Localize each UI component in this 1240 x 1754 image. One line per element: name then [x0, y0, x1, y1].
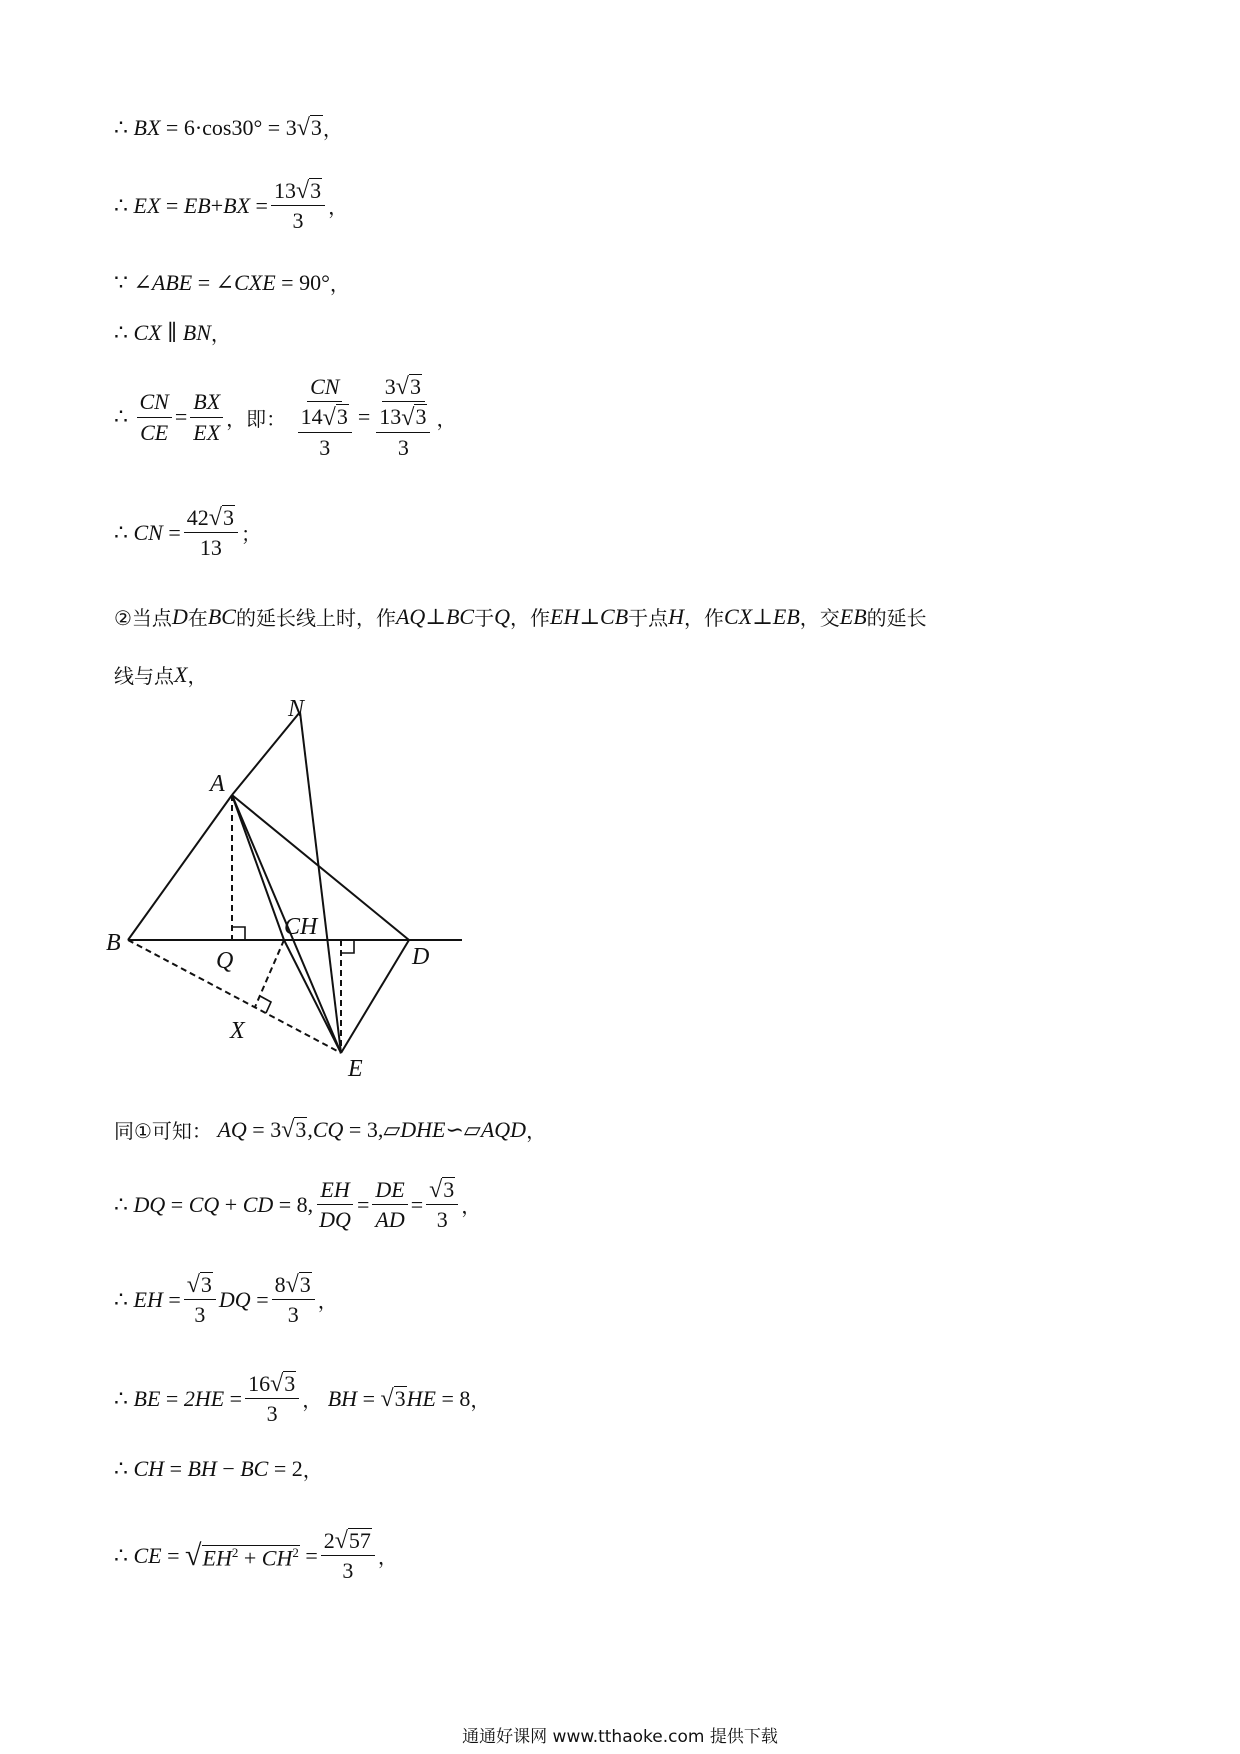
segment-BA	[128, 795, 232, 940]
label-CH: CH	[284, 914, 318, 940]
label-B: B	[106, 930, 121, 956]
equation-line-3: ∵ ∠ABE = ∠CXE = 90° ，	[114, 269, 350, 296]
text-line-case2-cont: 线与点 X ，	[114, 661, 208, 688]
equation-line-14: ∴ CE = √ $EH^2 + CH^2$ = 2 √ 57 3 ，	[114, 1528, 398, 1584]
label-Q: Q	[216, 948, 234, 974]
segment-CX	[255, 940, 284, 1007]
segment-DE	[341, 940, 409, 1053]
fraction: $\frac{BX}{EX}$	[190, 389, 223, 445]
equation-line-10: ∴ DQ = CQ + CD = 8, $\frac{EH}{DQ}$ = $\frac{DE}{AD}$ = √ 3 3 ，	[114, 1177, 482, 1233]
fraction: 13 √ 3 3	[271, 178, 325, 234]
equation-line-11: ∴ EH = √ 3 3 DQ = 8 √ 3 3 ，	[114, 1272, 338, 1328]
equation-line-1: ∴ BX = 6·cos30° = 3 √ 3 ，	[114, 114, 343, 142]
fraction: $\frac{CN}{CE}$	[137, 389, 172, 445]
compound-fraction: CN 14 √ 3 3	[295, 374, 355, 460]
right-angle-H	[341, 940, 354, 953]
equation-line-4: ∴ CX ∥ BN ，	[114, 319, 231, 346]
equation-line-9: 同①可知： AQ = 3 √ 3 , CQ = 3, ▱ DHE ∽ ▱ AQD ，	[114, 1116, 547, 1144]
segment-NE	[300, 712, 341, 1053]
page-footer: 通通好课网 www.tthaoke.com 提供下载	[462, 1727, 778, 1747]
fraction: √ 3 3	[426, 1177, 458, 1233]
label-N: N	[288, 700, 305, 722]
compound-fraction: 3 √ 3 13 √ 3 3	[373, 374, 433, 460]
fraction: 16 √ 3 3	[245, 1371, 299, 1427]
fraction: 2 √ 57 3	[321, 1528, 375, 1584]
fraction: $\frac{EH}{DQ}$	[319, 1177, 351, 1233]
equation-line-5: ∴ $\frac{CN}{CE}$ = $\frac{BX}{EX}$ ，即： CN 14 √ 3 3 = 3 √ 3 13 √ 3 3 ，	[114, 374, 457, 460]
label-E: E	[348, 1056, 363, 1080]
right-angle-Q	[232, 927, 245, 940]
text-line-case2: ②当点 D 在 BC 的延长线上时，作 AQ ⊥ BC 于 Q ，作 EH ⊥ CB 于点 H ，作 CX ⊥ EB ，交 EB 的延长	[114, 603, 927, 630]
equation-line-2: ∴ EX = EB + BX = 13 √ 3 3 ，	[114, 178, 349, 234]
segment-AN	[232, 712, 300, 795]
label-X: X	[230, 1018, 245, 1044]
fraction: $\frac{DE}{AD}$	[372, 1177, 407, 1233]
equation-line-6: ∴ CN = 42 √ 3 13 ；	[114, 505, 261, 561]
fraction: 8 √ 3 3	[272, 1272, 315, 1328]
segment-CE	[284, 940, 341, 1053]
equation-line-13: ∴ CH = BH − BC = 2 ，	[114, 1455, 323, 1482]
label-D: D	[412, 944, 430, 970]
radical: √ 3	[296, 114, 322, 142]
fraction: 42 √ 3 13	[184, 505, 238, 561]
label-A: A	[210, 771, 225, 797]
geometry-figure	[104, 700, 484, 1080]
equation-line-12: ∴ BE = 2HE = 16 √ 3 3 ， BH = √ 3 HE = 8 ，	[114, 1371, 491, 1427]
fraction: √ 3 3	[184, 1272, 216, 1328]
radical: √ $EH^2 + CH^2$	[185, 1538, 299, 1572]
